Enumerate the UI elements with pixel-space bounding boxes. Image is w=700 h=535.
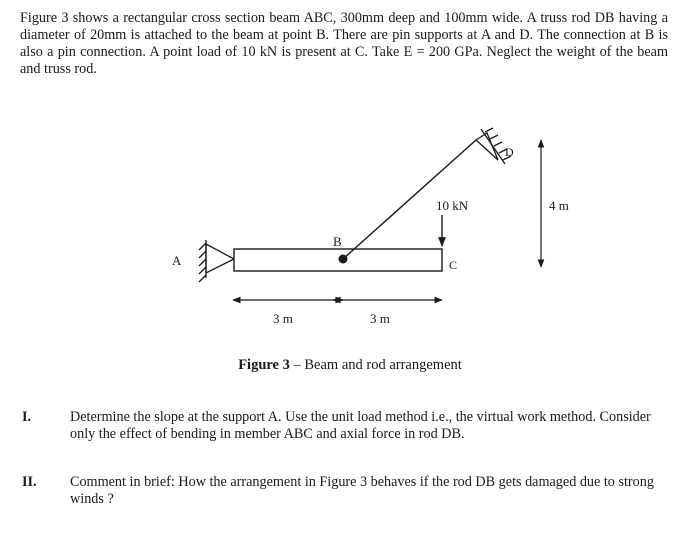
caption-text: – Beam and rod arrangement (289, 357, 462, 373)
caption-figure-number: Figure 3 (238, 357, 290, 373)
question-number: II. (22, 474, 37, 490)
figure-caption (0, 357, 700, 374)
span-label-ab: 3 m (273, 311, 293, 326)
problem-statement: Figure 3 shows a rectangular cross section beam ABC, 300mm deep and 100mm wide. A truss rod DB having a diameter of 20mm is attached to the beam at point B. There are pin supports at A and D. The connection at B is also a pin connection. A point load of 10 kN is present at C. Take E = 200 GPa. Neglect the weight of the beam and truss rod. (20, 10, 668, 77)
question-1 (22, 409, 672, 443)
span-label-bc: 3 m (370, 311, 390, 326)
label-b: B (333, 234, 342, 249)
question-2 (22, 474, 672, 508)
question-number: I. (22, 409, 32, 425)
label-a: A (172, 253, 182, 268)
pin-joint-b (339, 255, 348, 264)
label-c: C (449, 258, 458, 272)
question-text: Determine the slope at the support A. Use the unit load method i.e., the virtual work method. Consider only the effect of bending in member ABC and axial force in rod DB. (70, 409, 651, 442)
beam-abc (234, 249, 442, 271)
height-label: 4 m (549, 198, 569, 213)
load-label: 10 kN (436, 198, 469, 213)
pin-support-a (199, 240, 234, 282)
label-d: D (505, 145, 514, 159)
question-text: Comment in brief: How the arrangement in Figure 3 behaves if the rod DB gets damaged due to strong winds ? (70, 474, 654, 507)
